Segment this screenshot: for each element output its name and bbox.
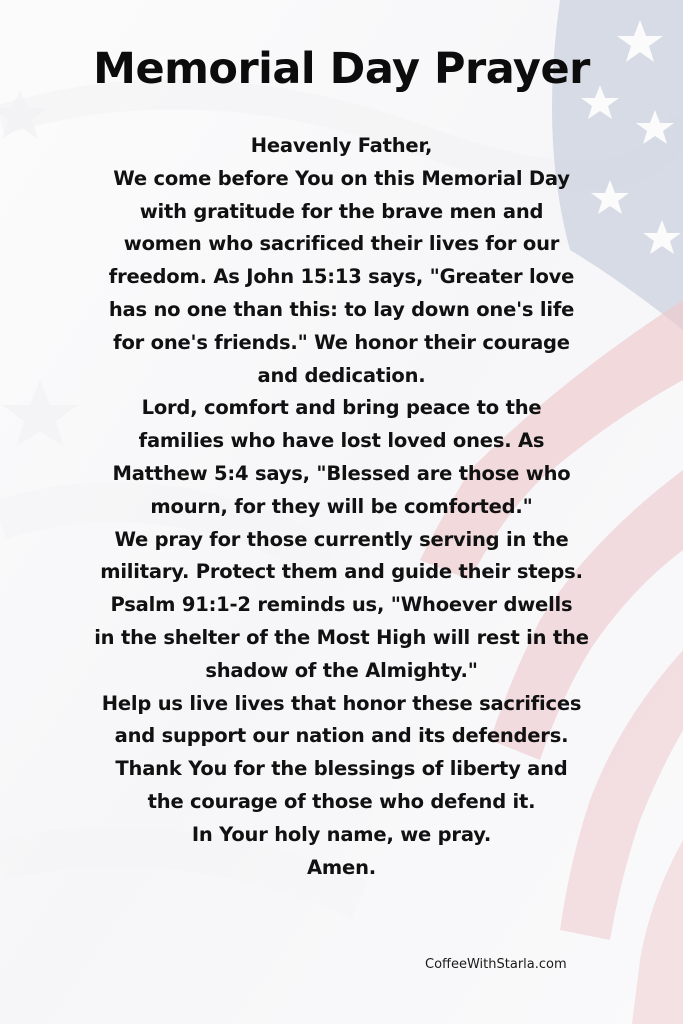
prayer-text	[40, 130, 643, 884]
prayer-line: In Your holy name, we pray.	[191, 822, 492, 846]
prayer-line: for one's friends." We honor their courage	[113, 330, 570, 354]
prayer-line: has no one than this: to lay down one's life	[108, 297, 575, 321]
prayer-line: women who sacrificed their lives for our	[123, 232, 560, 256]
website-credit: CoffeeWithStarla.com	[425, 957, 567, 972]
prayer-line: We pray for those currently serving in the	[114, 527, 569, 551]
prayer-line: Matthew 5:4 says, "Blessed are those who	[112, 461, 571, 485]
prayer-line: families who have lost loved ones. As	[138, 429, 545, 453]
prayer-line: Heavenly Father,	[250, 134, 433, 157]
prayer-line: Psalm 91:1-2 reminds us, "Whoever dwells	[110, 593, 573, 617]
prayer-line: military. Protect them and guide their steps.	[100, 560, 583, 584]
page-title: Memorial Day Prayer	[93, 44, 590, 94]
prayer-line: the courage of those who defend it.	[147, 789, 536, 813]
prayer-line: mourn, for they will be comforted."	[150, 494, 533, 518]
prayer-line: We come before You on this Memorial Day	[113, 166, 570, 190]
prayer-line: in the shelter of the Most High will rest in the	[94, 625, 589, 649]
prayer-line: Thank You for the blessings of liberty and	[115, 757, 568, 781]
prayer-amen: Amen.	[307, 855, 376, 879]
prayer-line: shadow of the Almighty."	[205, 658, 478, 682]
prayer-line: and support our nation and its defenders.	[114, 724, 569, 748]
prayer-line: with gratitude for the brave men and	[139, 199, 544, 223]
prayer-line: freedom. As John 15:13 says, "Greater love	[108, 265, 575, 289]
prayer-line: Help us live lives that honor these sacrifices	[101, 691, 582, 715]
prayer-line: and dedication.	[257, 363, 426, 387]
prayer-line: Lord, comfort and bring peace to the	[141, 396, 542, 420]
